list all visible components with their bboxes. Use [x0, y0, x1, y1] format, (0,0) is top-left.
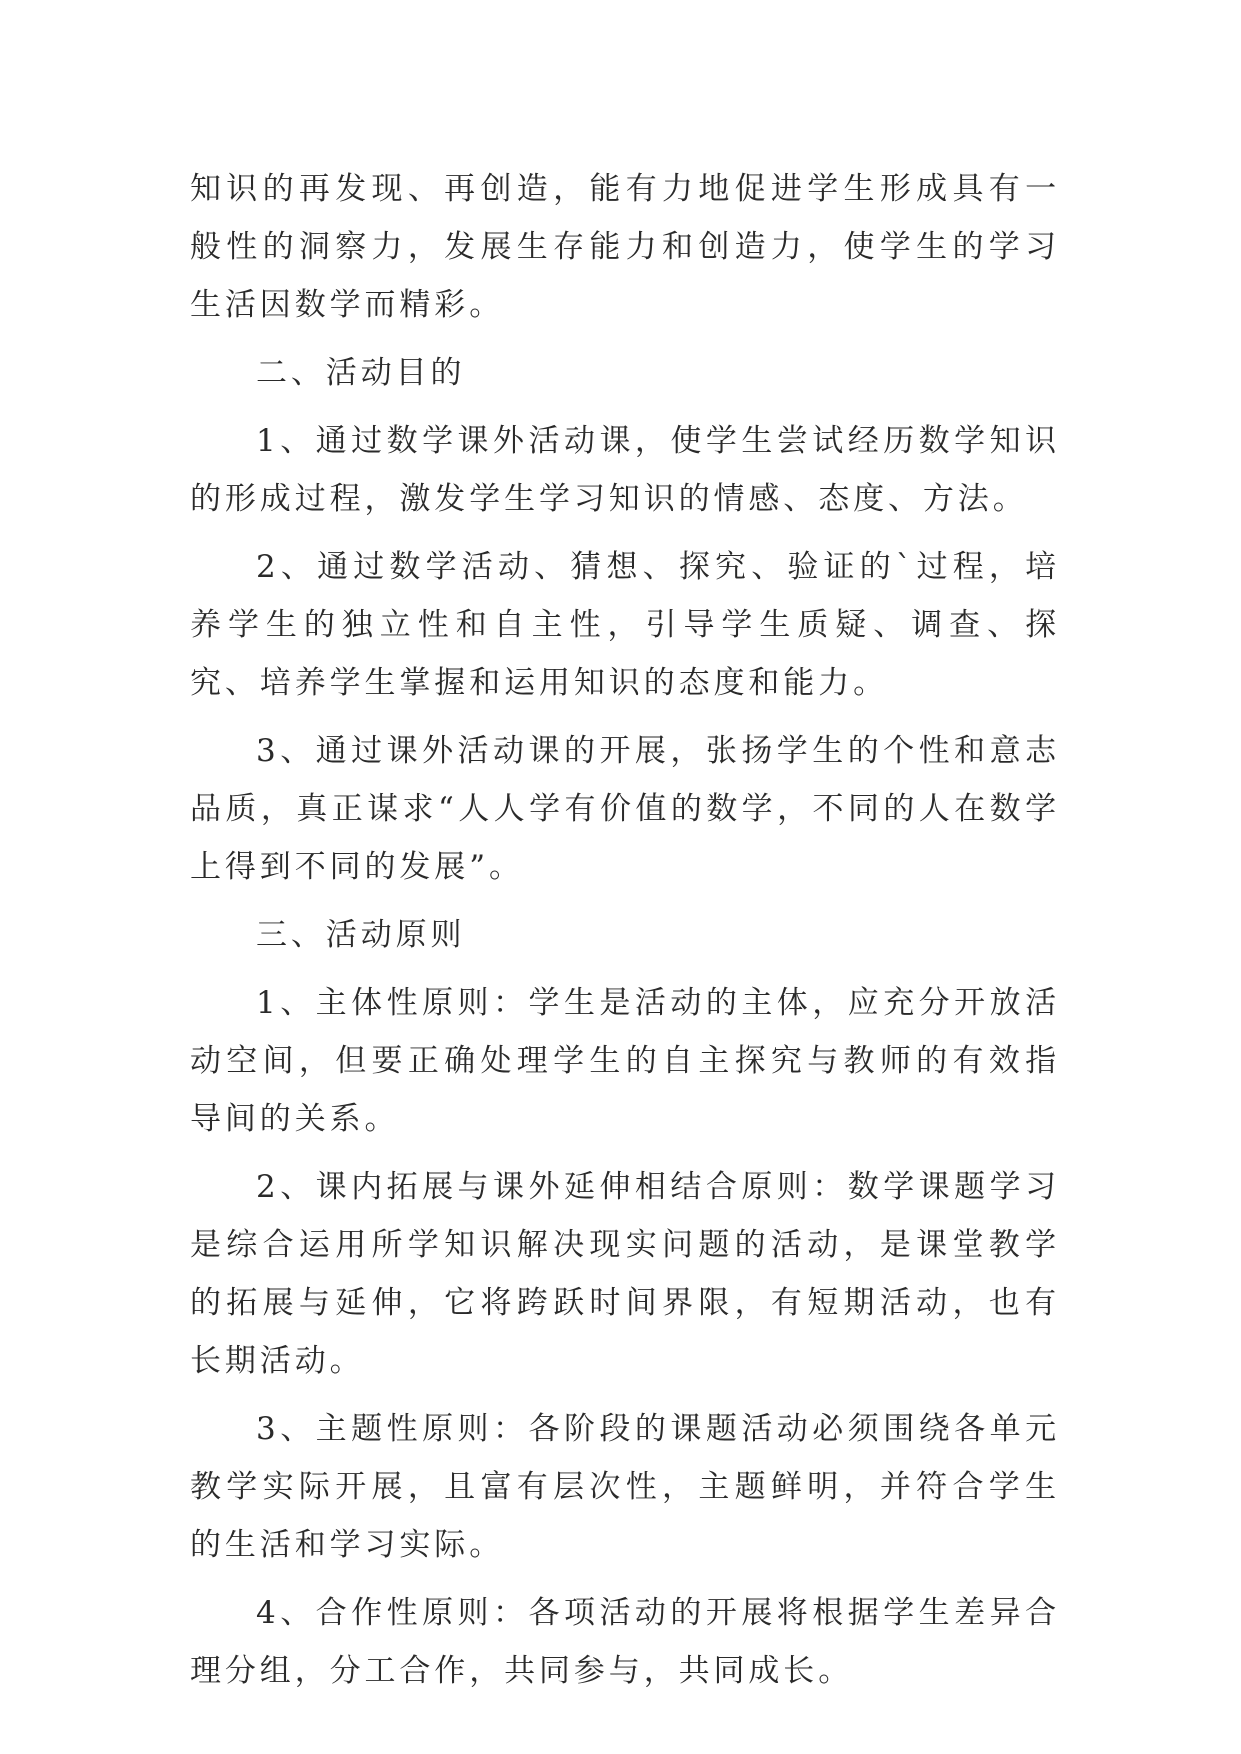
- document-body: [190, 160, 1060, 1710]
- purpose-item-2: 2、通过数学活动、猜想、探究、验证的`过程，培养学生的独立性和自主性，引导学生质疑、调查、探究、培养学生掌握和运用知识的态度和能力。: [190, 549, 1060, 701]
- principle-item-3: 3、主题性原则：各阶段的课题活动必须围绕各单元教学实际开展，且富有层次性，主题鲜明，并符合学生的生活和学习实际。: [190, 1411, 1060, 1563]
- principle-item-4: 4、合作性原则：各项活动的开展将根据学生差异合理分组，分工合作，共同参与，共同成长。: [190, 1595, 1060, 1689]
- purpose-item-3: 3、通过课外活动课的开展，张扬学生的个性和意志品质，真正谋求“人人学有价值的数学，不同的人在数学上得到不同的发展”。: [190, 733, 1060, 885]
- paragraph-continuation: 知识的再发现、再创造，能有力地促进学生形成具有一般性的洞察力，发展生存能力和创造力，使学生的学习生活因数学而精彩。: [190, 171, 1060, 323]
- principle-item-2: 2、课内拓展与课外延伸相结合原则：数学课题学习是综合运用所学知识解决现实问题的活动，是课堂教学的拓展与延伸，它将跨跃时间界限，有短期活动，也有长期活动。: [190, 1169, 1060, 1379]
- section-heading-activity-purpose: 二、活动目的: [256, 355, 466, 391]
- purpose-item-1: 1、通过数学课外活动课，使学生尝试经历数学知识的形成过程，激发学生学习知识的情感、态度、方法。: [190, 423, 1060, 517]
- section-heading-activity-principles: 三、活动原则: [256, 917, 466, 953]
- principle-item-1: 1、主体性原则：学生是活动的主体，应充分开放活动空间，但要正确处理学生的自主探究与教师的有效指导间的关系。: [190, 985, 1060, 1137]
